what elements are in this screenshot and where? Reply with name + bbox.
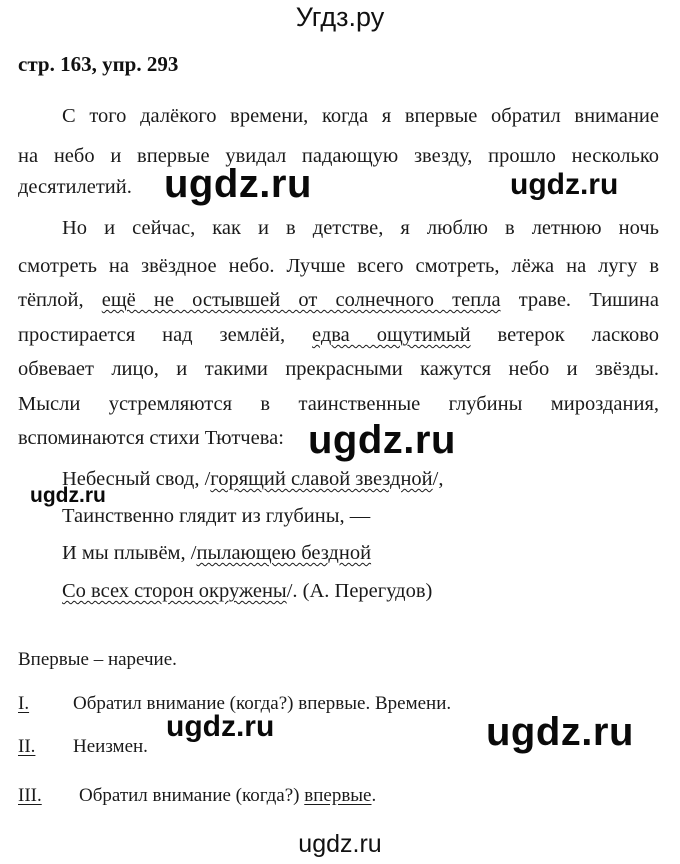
analysis-item-1-text: Обратил внимание (когда?) впервые. Времени. [73,693,452,714]
paragraph-2-line-3 [18,287,659,313]
paragraph-2-line-4 [18,322,659,348]
participle-phrase-underlined: Со всех сторон окружены [62,580,287,602]
text-segment: тёплой, [18,289,102,311]
paragraph-2-line-6: Мысли устремляются в таинственные глубины мироздания, [18,393,659,415]
poem-line-1 [62,466,443,492]
text-segment: Обратил внимание (когда?) [79,785,305,806]
watermark: ugdz.ru [308,418,456,462]
participle-phrase-underlined: горящий славой звездной [210,468,433,490]
participle-phrase-underlined: ещё не остывшей от солнечного тепла [101,289,501,311]
paragraph-2-line-7: вспоминаются стихи Тютчева: [18,427,284,449]
text-segment: ветерок ласково [470,324,659,346]
watermark: ugdz.ru [166,710,275,743]
analysis-item-2-number: II. [18,736,36,757]
text-segment: /. (А. Перегудов) [286,580,433,602]
text-segment: И мы плывём, / [62,542,197,564]
adverb-underlined: впервые [304,785,372,806]
participle-phrase-underlined: пылающею бездной [196,542,372,564]
participle-phrase-underlined: едва ощутимый [312,324,471,346]
paragraph-1-line-1: С того далёкого времени, когда я впервые обратил внимание [62,105,659,127]
word-analysis-title: Впервые – наречие. [18,649,177,670]
paragraph-2-line-5: обвевает лицо, и такими прекрасными кажутся небо и звёзды. [18,358,659,380]
analysis-item-3-text [79,784,376,808]
analysis-item-3-number: III. [18,785,42,806]
paragraph-2-line-1: Но и сейчас, как и в детстве, я люблю в летнюю ночь [62,217,659,239]
watermark: ugdz.ru [30,484,106,507]
site-title: Угдз.ру [295,2,385,32]
paragraph-1-line-2: на небо и впервые увидал падающую звезду, прошло несколько [18,145,659,167]
watermark: ugdz.ru [486,710,634,754]
poem-line-3 [62,540,371,566]
poem-line-4 [62,578,432,604]
text-segment: Небесный свод, / [62,468,211,490]
analysis-item-2-text: Неизмен. [73,736,148,757]
exercise-heading: стр. 163, упр. 293 [18,52,179,76]
text-segment: простирается над землёй, [18,324,313,346]
watermark: ugdz.ru [164,162,312,206]
paragraph-1-line-3: десятилетий. [18,176,132,198]
analysis-item-1-number: I. [18,693,30,714]
footer-watermark: ugdz.ru [298,830,382,858]
text-segment: /, [432,468,444,490]
watermark: ugdz.ru [510,168,619,201]
poem-line-2: Таинственно глядит из глубины, — [62,505,371,527]
text-segment: . [371,785,377,806]
text-segment: траве. Тишина [500,289,659,311]
paragraph-2-line-2: смотреть на звёздное небо. Лучше всего смотреть, лёжа на лугу в [18,255,659,277]
